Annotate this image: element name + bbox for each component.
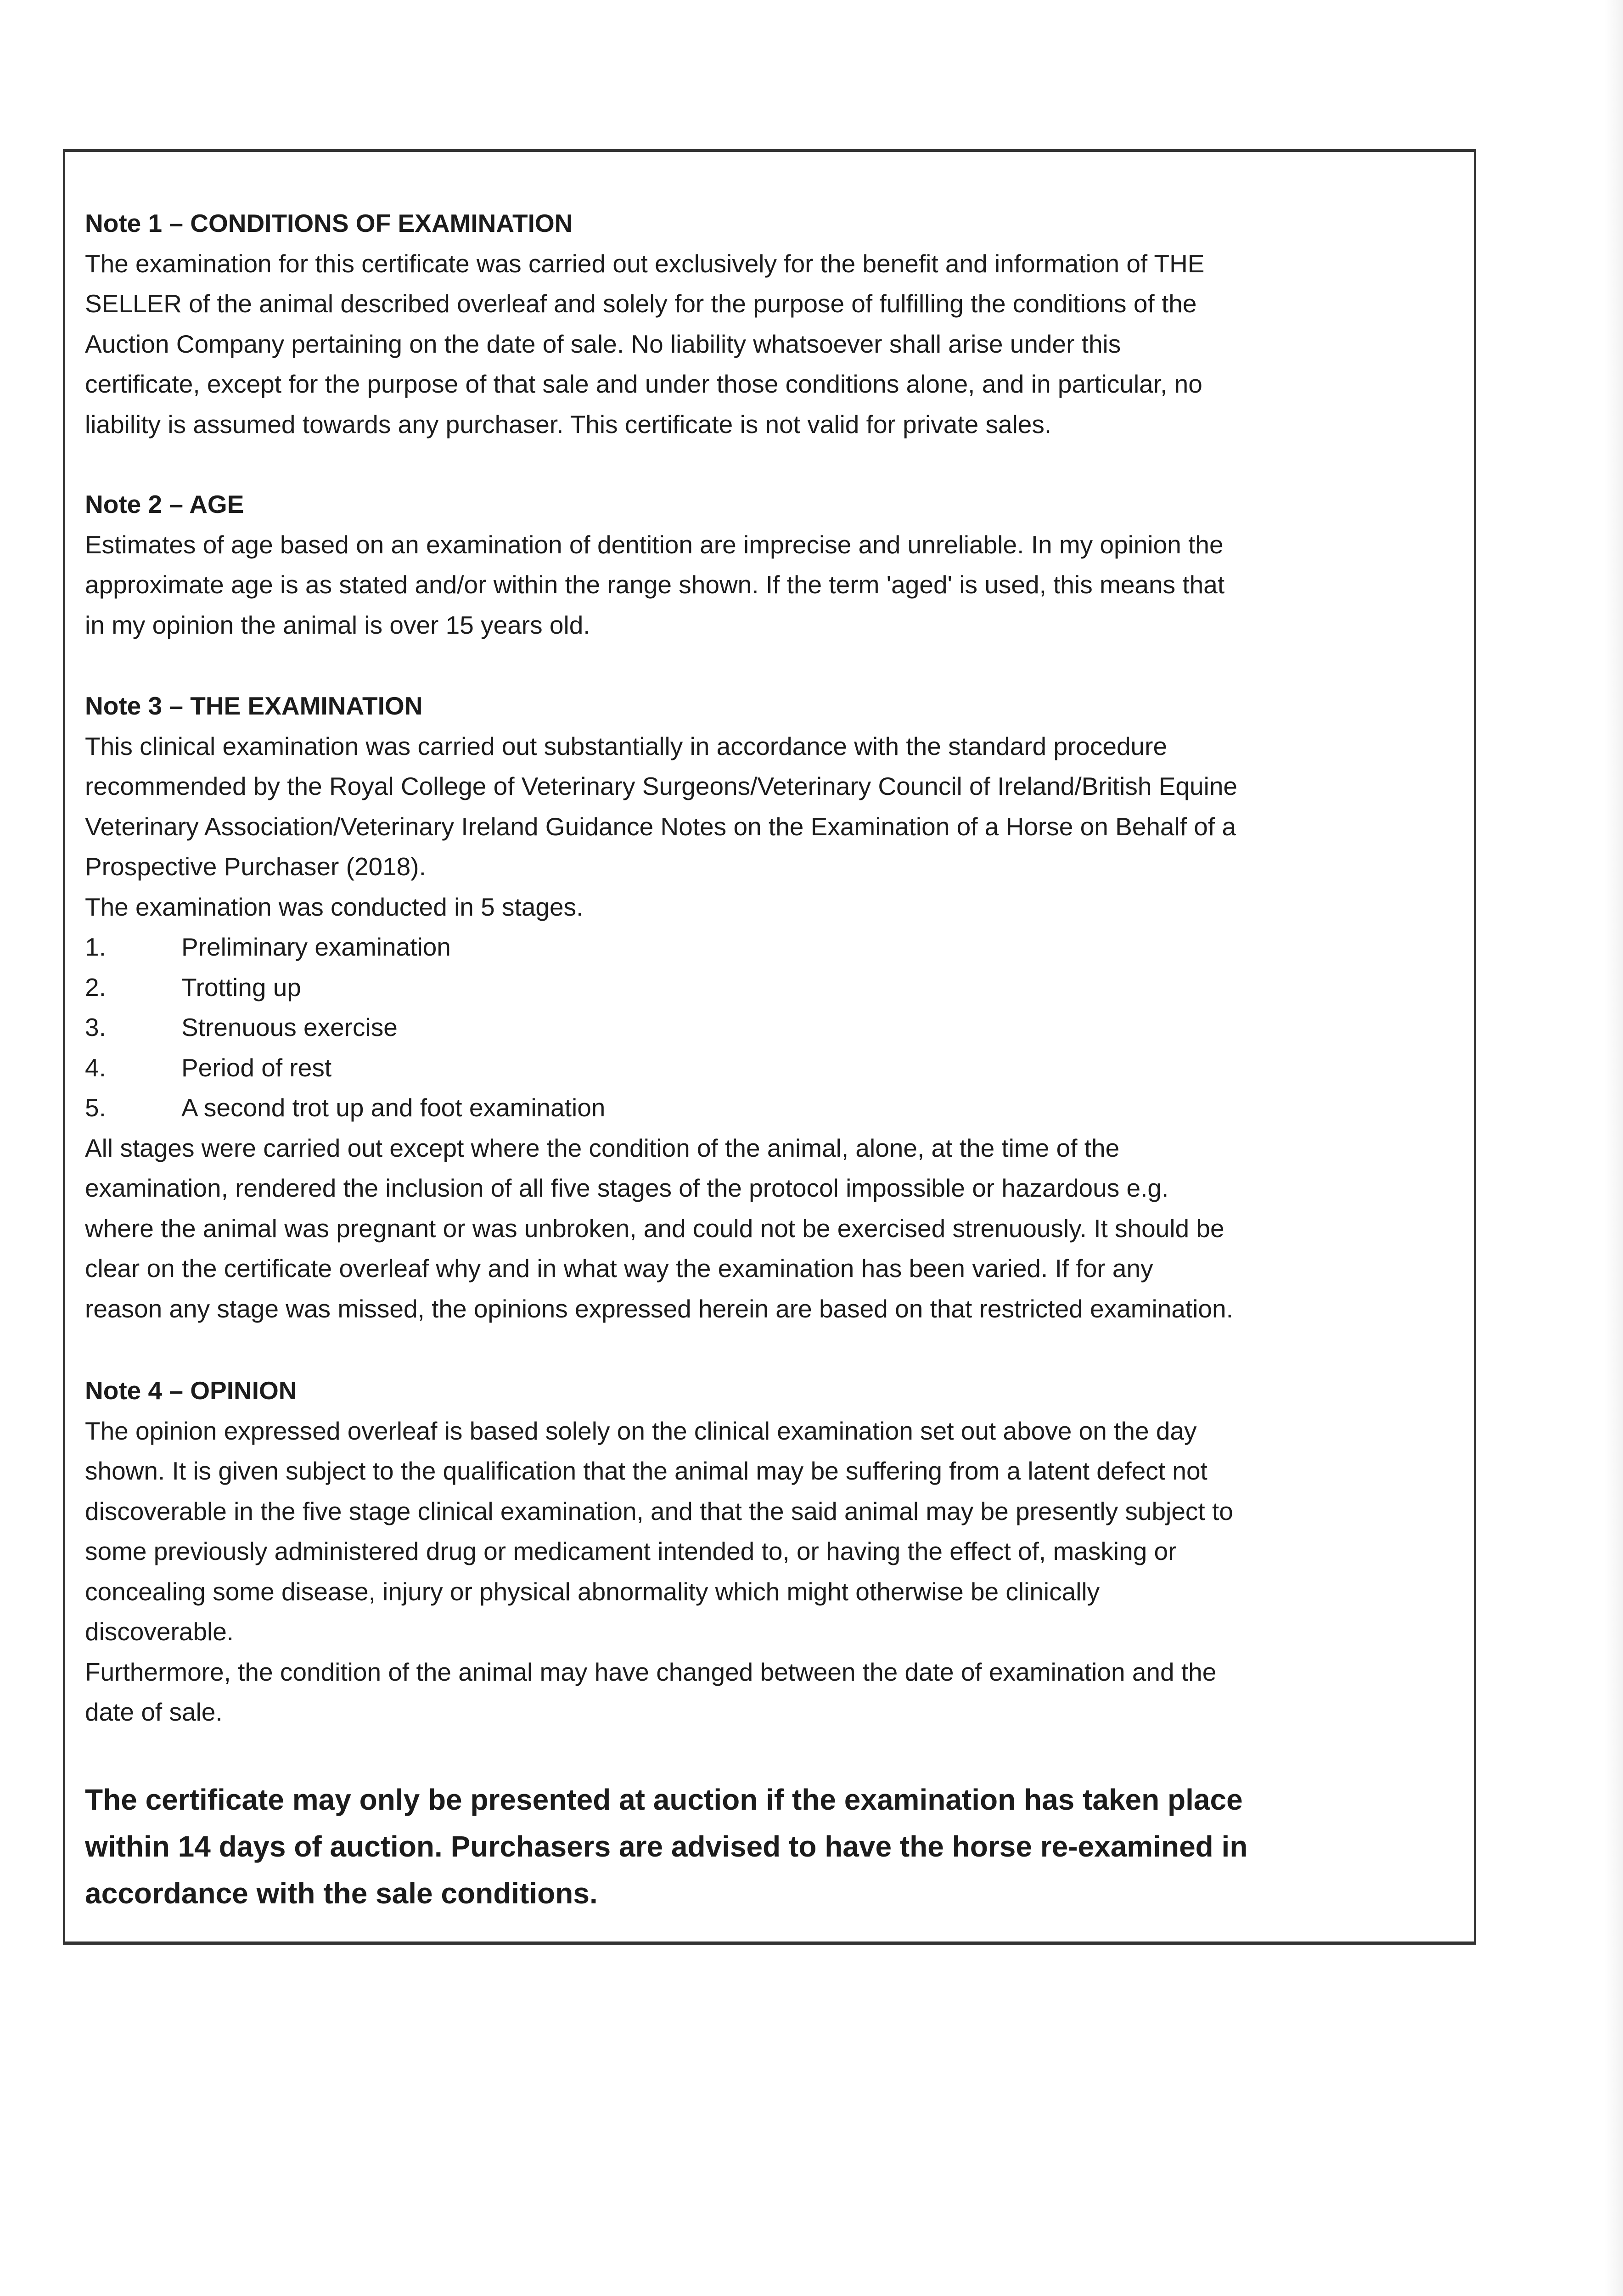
note-text-line: recommended by the Royal College of Veterinary Surgeons/Veterinary Council of Ireland/British Equine — [85, 772, 1237, 800]
note-text-line: where the animal was pregnant or was unbroken, and could not be exercised strenuously. It should be — [85, 1214, 1224, 1243]
note-text-line: discoverable in the five stage clinical examination, and that the said animal may be presently subject to — [85, 1497, 1233, 1525]
stage-item — [85, 968, 1462, 1008]
note-text-line: Prospective Purchaser (2018). — [85, 852, 426, 881]
note-text-line: Auction Company pertaining on the date of sale. No liability whatsoever shall arise under this — [85, 329, 1121, 358]
note-text-line: examination, rendered the inclusion of all five stages of the protocol impossible or hazardous e.g. — [85, 1174, 1169, 1202]
note-text-line: SELLER of the animal described overleaf and solely for the purpose of fulfilling the conditions of the — [85, 289, 1197, 318]
scan-edge — [1605, 0, 1623, 2296]
stage-item — [85, 1007, 1462, 1048]
stage-item — [85, 1088, 1462, 1128]
note-text-line: approximate age is as stated and/or within the range shown. If the term 'aged' is used, this means that — [85, 570, 1225, 599]
note-text-line: shown. It is given subject to the qualification that the animal may be suffering from a latent defect not — [85, 1457, 1207, 1485]
note-text-line: Veterinary Association/Veterinary Ireland Guidance Notes on the Examination of a Horse on Behalf of a — [85, 812, 1236, 841]
notice-line: The certificate may only be presented at auction if the examination has taken place — [85, 1783, 1243, 1816]
note-3 — [85, 686, 1462, 1329]
note-text-line: some previously administered drug or medicament intended to, or having the effect of, masking or — [85, 1537, 1177, 1565]
stage-number: 5. — [85, 1093, 106, 1122]
notice-line: accordance with the sale conditions. — [85, 1877, 598, 1910]
stage-number: 1. — [85, 933, 106, 961]
note-text-line: The opinion expressed overleaf is based solely on the clinical examination set out above on the day — [85, 1416, 1197, 1445]
note-text-line: in my opinion the animal is over 15 years old. — [85, 610, 590, 639]
note-text-line: concealing some disease, injury or physical abnormality which might otherwise be clinically — [85, 1577, 1100, 1606]
note-text-line: certificate, except for the purpose of that sale and under those conditions alone, and in particular, no — [85, 370, 1202, 398]
stage-item — [85, 1048, 1462, 1088]
note-4 — [85, 1371, 1462, 1733]
note-text-line: All stages were carried out except where the condition of the animal, alone, at the time of the — [85, 1133, 1120, 1162]
note-2 — [85, 484, 1462, 645]
stage-number: 3. — [85, 1013, 106, 1041]
notice-line: within 14 days of auction. Purchasers are advised to have the horse re-examined in — [85, 1830, 1248, 1863]
stage-number: 4. — [85, 1053, 106, 1082]
note-text-line: This clinical examination was carried out substantially in accordance with the standard procedure — [85, 732, 1168, 760]
stage-text: Trotting up — [181, 973, 301, 1002]
stage-item — [85, 927, 1462, 968]
stage-text: Preliminary examination — [181, 933, 451, 961]
note-heading: Note 4 – OPINION — [85, 1376, 297, 1405]
note-text-line: The examination was conducted in 5 stages. — [85, 892, 584, 921]
stage-text: Period of rest — [181, 1053, 332, 1082]
stage-text: Strenuous exercise — [181, 1013, 398, 1041]
note-text-line: date of sale. — [85, 1698, 223, 1726]
stage-text: A second trot up and foot examination — [181, 1093, 606, 1122]
auction-notice — [85, 1776, 1462, 1917]
note-text-line: Furthermore, the condition of the animal may have changed between the date of examination and the — [85, 1657, 1217, 1686]
note-text-line: Estimates of age based on an examination of dentition are imprecise and unreliable. In my opinion the — [85, 530, 1224, 559]
note-heading: Note 3 – THE EXAMINATION — [85, 692, 423, 720]
note-text-line: reason any stage was missed, the opinions expressed herein are based on that restricted examination. — [85, 1294, 1233, 1323]
note-text-line: clear on the certificate overleaf why and in what way the examination has been varied. If for any — [85, 1254, 1153, 1283]
note-text-line: The examination for this certificate was carried out exclusively for the benefit and information of THE — [85, 249, 1205, 278]
note-heading: Note 1 – CONDITIONS OF EXAMINATION — [85, 209, 573, 237]
note-text-line: discoverable. — [85, 1617, 234, 1646]
stage-number: 2. — [85, 973, 106, 1002]
note-heading: Note 2 – AGE — [85, 490, 244, 518]
note-1 — [85, 203, 1462, 445]
note-text-line: liability is assumed towards any purchaser. This certificate is not valid for private sales. — [85, 410, 1052, 439]
